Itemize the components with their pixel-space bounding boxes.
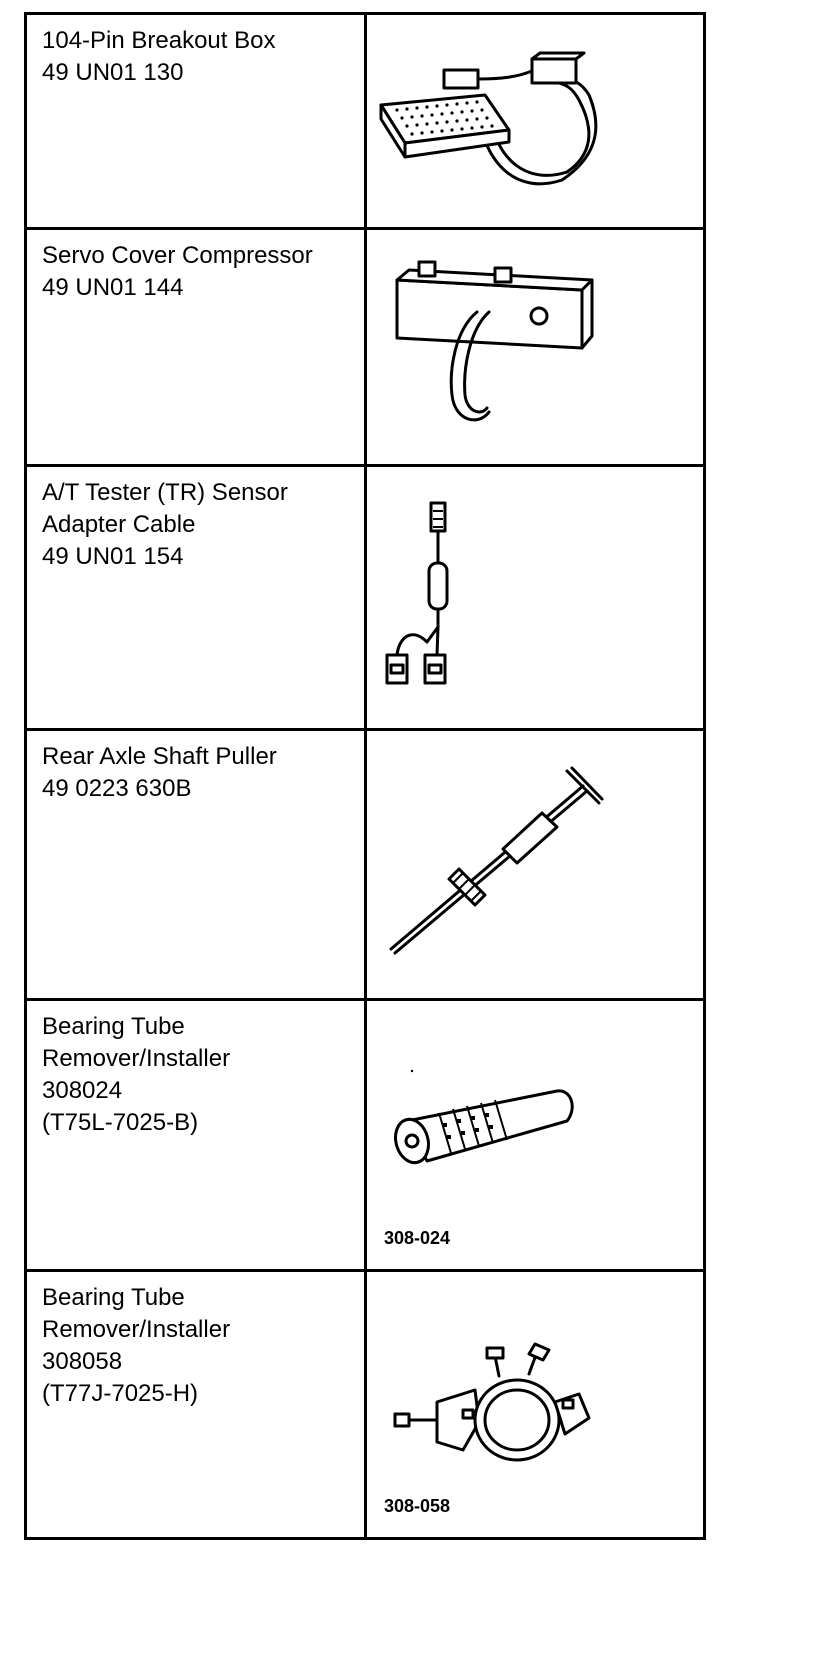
tool-image-cell (366, 14, 705, 229)
tool-number: 49 UN01 130 (42, 59, 184, 86)
tool-row-adapter-cable (26, 465, 705, 729)
tool-name-line-2: Remover/Installer (42, 1316, 231, 1344)
tool-description-cell (26, 730, 366, 1000)
shaft-puller-icon (367, 731, 697, 978)
tool-name: Rear Axle Shaft Puller (42, 743, 277, 771)
tool-row-shaft-puller (26, 730, 705, 1000)
tool-name-line-2: Adapter Cable (42, 510, 196, 538)
adapter-cable-icon (367, 467, 697, 709)
special-tools-table (24, 12, 706, 1540)
tool-name: A/T Tester (TR) Sensor (42, 478, 288, 506)
tool-name-line-2: Remover/Installer (42, 1044, 231, 1072)
tool-name: Bearing Tube (42, 1284, 185, 1312)
tool-description-cell (26, 1271, 366, 1539)
tool-ford-number: (T77J-7025-H) (42, 1380, 199, 1408)
tool-name: 104-Pin Breakout Box (42, 27, 276, 54)
tool-image-cell (366, 1271, 705, 1539)
tool-image-cell (366, 999, 705, 1271)
figure-number: 308-058 (384, 1496, 451, 1516)
tool-image-cell (366, 730, 705, 1000)
tool-name: Servo Cover Compressor (42, 242, 313, 270)
tool-description-cell (26, 999, 366, 1271)
tool-description-cell (26, 229, 366, 466)
servo-cover-compressor-icon (367, 230, 697, 446)
tool-number: 308024 (42, 1076, 123, 1104)
tool-description-cell (26, 14, 366, 229)
tool-row-breakout-box (26, 14, 705, 229)
tool-name: Bearing Tube (42, 1012, 185, 1040)
breakout-box-icon (367, 15, 697, 211)
tool-ford-number: (T75L-7025-B) (42, 1108, 199, 1136)
tool-number: 49 0223 630B (42, 775, 192, 803)
tool-number: 49 UN01 144 (42, 274, 184, 302)
bearing-tube-tool-icon (367, 1001, 697, 1250)
tool-row-servo-cover-compressor (26, 229, 705, 466)
tool-number: 308058 (42, 1348, 123, 1376)
tool-image-cell (366, 465, 705, 729)
figure-number: 308-024 (384, 1228, 451, 1249)
tool-number: 49 UN01 154 (42, 542, 184, 570)
tool-row-bearing-tube-308058 (26, 1271, 705, 1539)
tool-image-cell (366, 229, 705, 466)
tool-row-bearing-tube-308024 (26, 999, 705, 1271)
tool-description-cell (26, 465, 366, 729)
bearing-tube-clamp-icon (367, 1272, 697, 1517)
